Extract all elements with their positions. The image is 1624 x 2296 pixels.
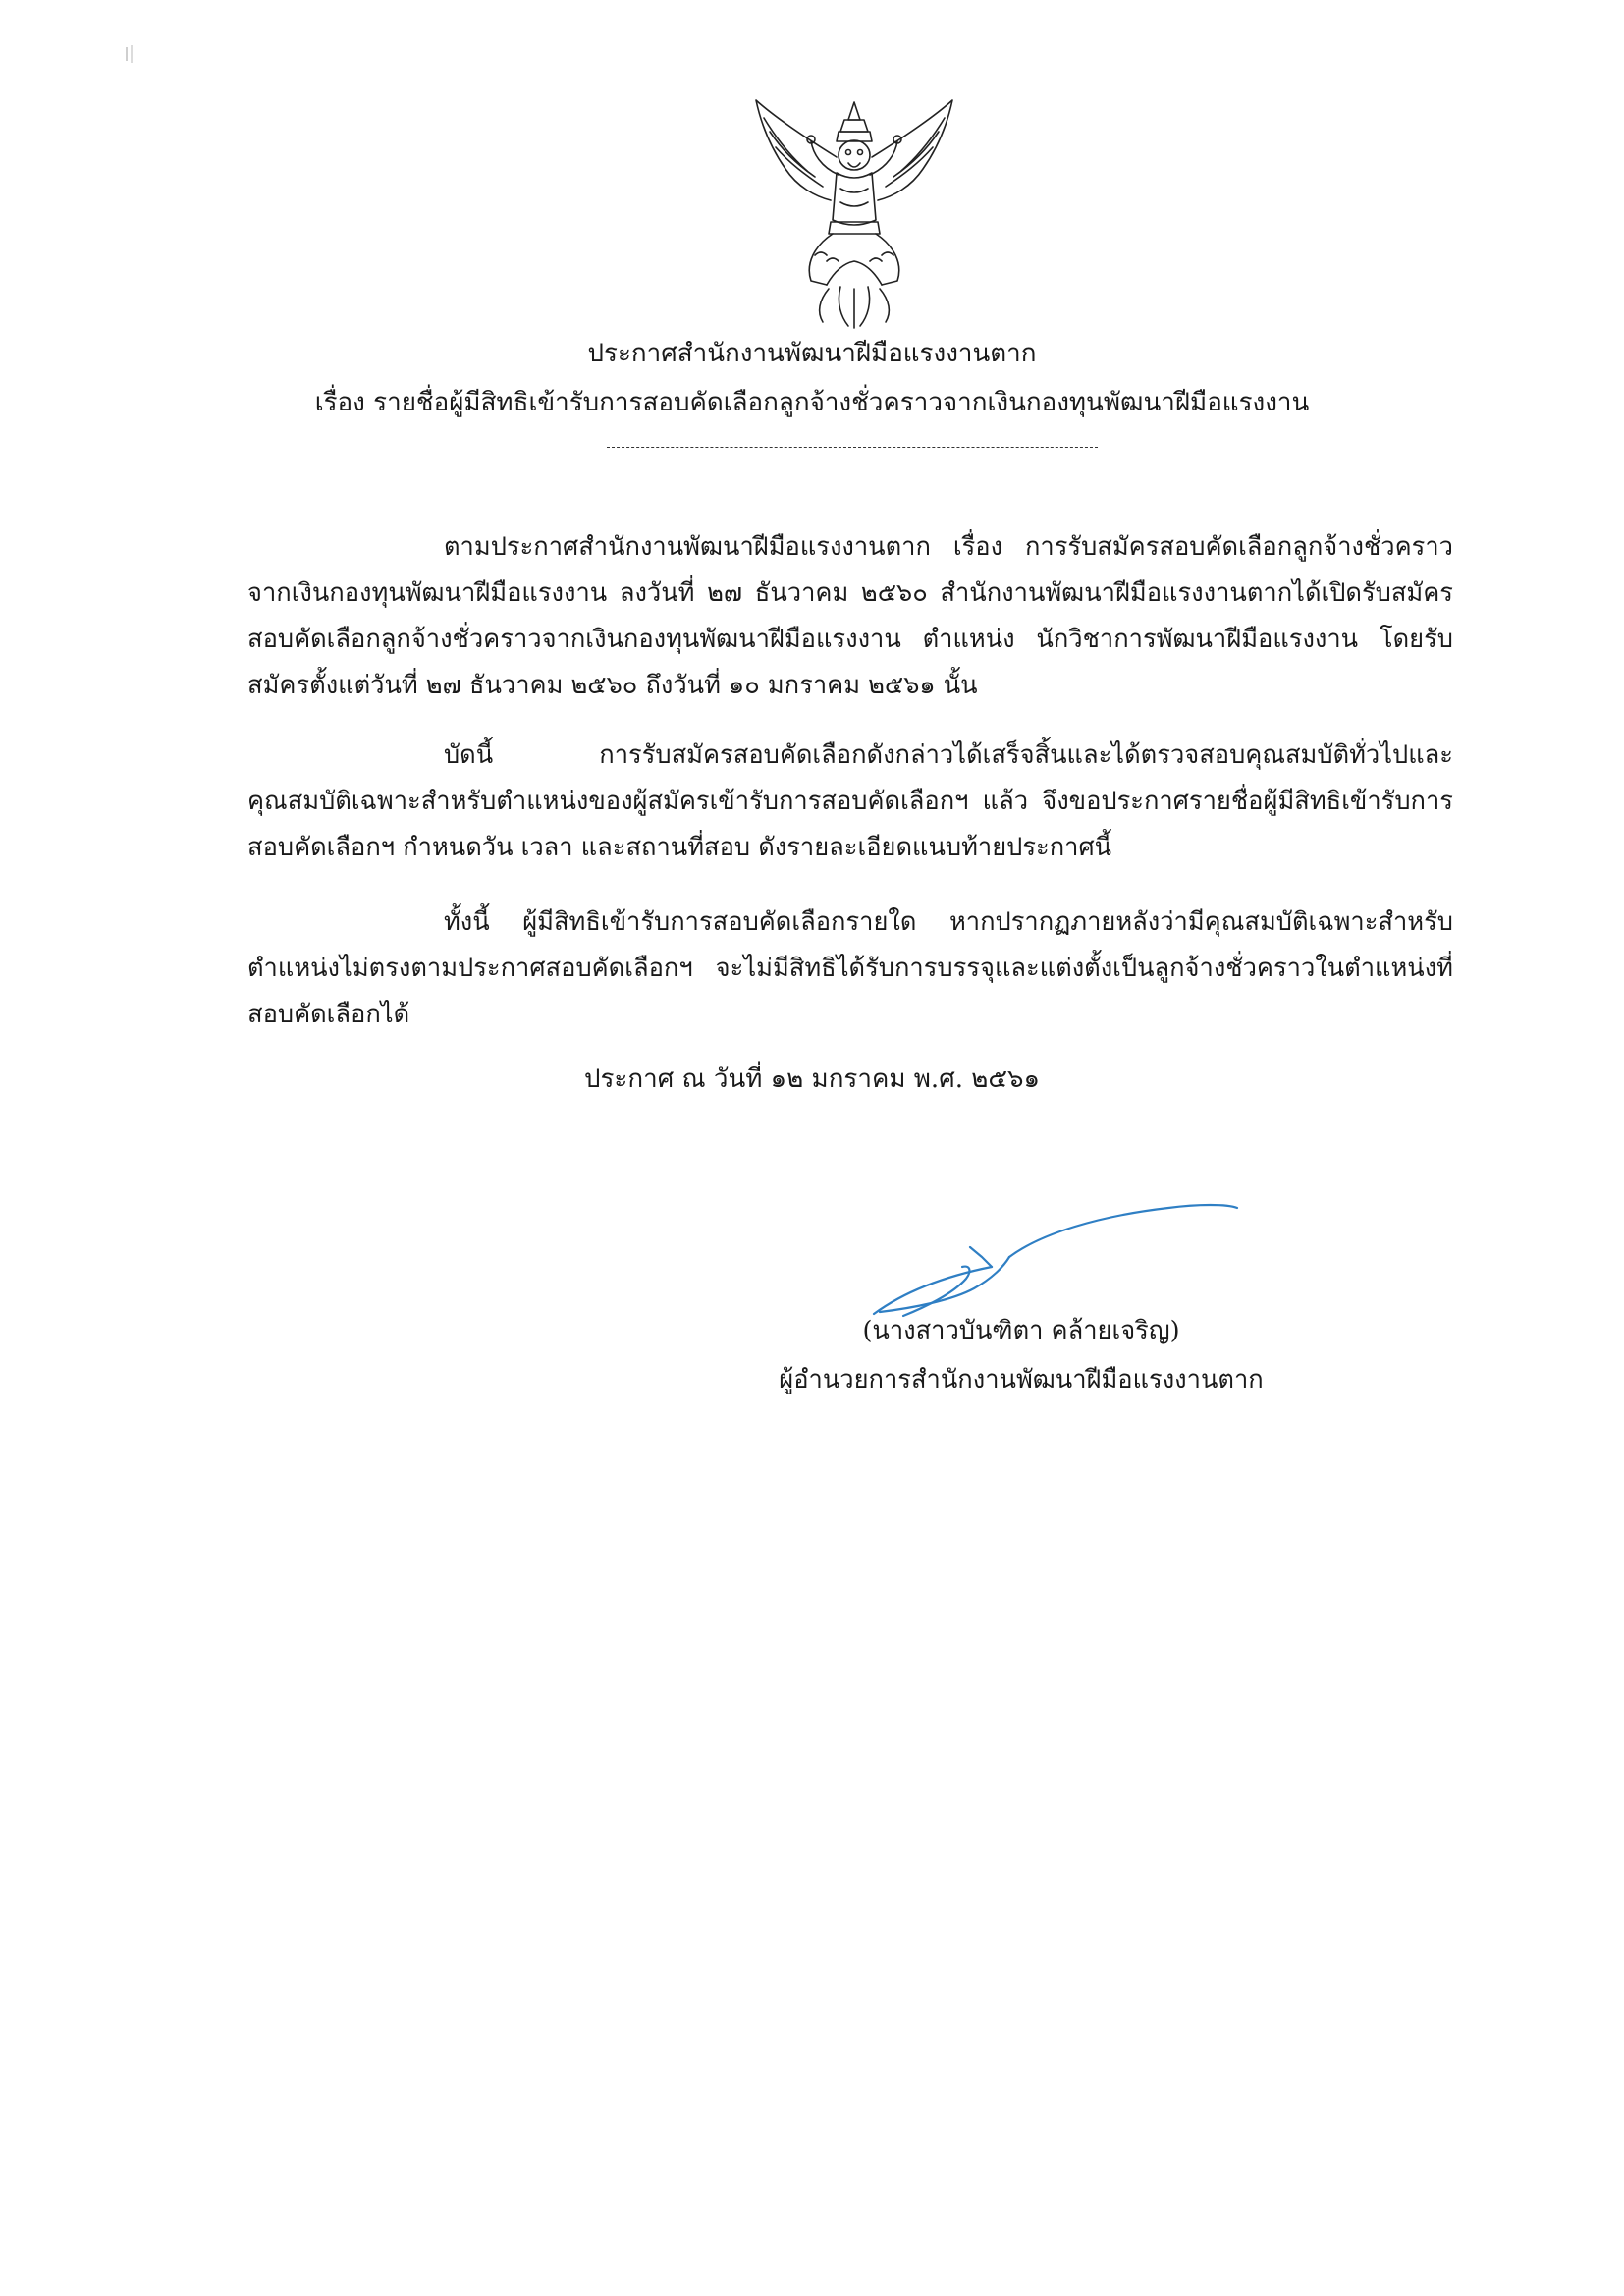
signer-position: ผู้อำนวยการสำนักงานพัฒนาฝีมือแรงงานตาก	[779, 1365, 1264, 1394]
subject-line: เรื่อง รายชื่อผู้มีสิทธิเข้ารับการสอบคัดเลือกลูกจ้างชั่วคราวจากเงินกองทุนพัฒนาฝีมือแรงงาน	[314, 388, 1310, 417]
handwritten-signature	[844, 1198, 1257, 1326]
body-paragraph-2: บัดนี้ การรับสมัครสอบคัดเลือกดังกล่าวได้เสร็จสิ้นและได้ตรวจสอบคุณสมบัติทั่วไปและคุณสมบัติเฉพาะสำหรับตำแหน่งของผู้สมัครเข้ารับการสอบคัดเลือกฯ แล้ว จึงขอประกาศรายชื่อผู้มีสิทธิเข้ารับการสอบคัดเลือกฯ กำหนดวัน เวลา และสถานที่สอบ ดังรายละเอียดแนบท้ายประกาศนี้	[247, 739, 1453, 862]
announcement-date: ประกาศ ณ วันที่ ๑๒ มกราคม พ.ศ. ๒๕๖๑	[583, 1065, 1041, 1094]
signer-name: (นางสาวบันฑิตา คล้ายเจริญ)	[862, 1316, 1180, 1345]
garuda-emblem-icon	[746, 98, 962, 329]
scan-mark	[124, 43, 137, 67]
body-paragraph-3: ทั้งนี้ ผู้มีสิทธิเข้ารับการสอบคัดเลือกรายใด หากปรากฏภายหลังว่ามีคุณสมบัติเฉพาะสำหรับตำแหน่งไม่ตรงตามประกาศสอบคัดเลือกฯ จะไม่มีสิทธิได้รับการบรรจุและแต่งตั้งเป็นลูกจ้างชั่วคราวในตำแหน่งที่สอบคัดเลือกได้	[247, 906, 1453, 1029]
body-paragraph-1: ตามประกาศสำนักงานพัฒนาฝีมือแรงงานตาก เรื่อง การรับสมัครสอบคัดเลือกลูกจ้างชั่วคราวจากเงินกองทุนพัฒนาฝีมือแรงงาน ลงวันที่ ๒๗ ธันวาคม ๒๕๖๐ สำนักงานพัฒนาฝีมือแรงงานตากได้เปิดรับสมัครสอบคัดเลือกลูกจ้างชั่วคราวจากเงินกองทุนพัฒนาฝีมือแรงงาน ตำแหน่ง นักวิชาการพัฒนาฝีมือแรงงาน โดยรับสมัครตั้งแต่วันที่ ๒๗ ธันวาคม ๒๕๖๐ ถึงวันที่ ๑๐ มกราคม ๒๕๖๑ นั้น	[247, 531, 1453, 700]
title-divider	[607, 447, 1098, 448]
announcement-title: ประกาศสำนักงานพัฒนาฝีมือแรงงานตาก	[587, 339, 1037, 368]
